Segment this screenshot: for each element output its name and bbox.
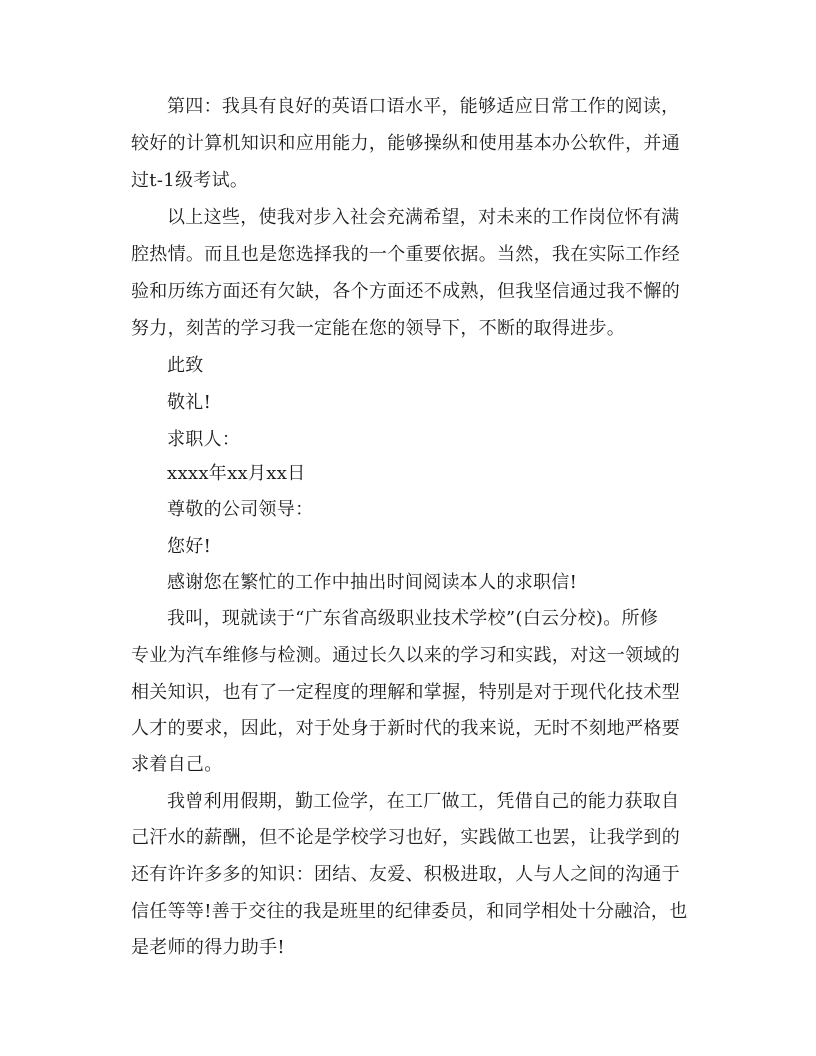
text-line: 以上这些，使我对步入社会充满希望，对未来的工作岗位怀有满 [167,207,680,228]
text-line: xxxx年xx月xx日 [167,463,306,484]
text-line: 求职人： [167,429,241,450]
text-line: 感谢您在繁忙的工作中抽出时间阅读本人的求职信! [167,572,578,593]
text-line: 过t-1级考试。 [131,170,249,191]
text-line: 还有许许多多的知识：团结、友爱、积极进取，人与人之间的沟通于 [131,864,680,885]
text-line: 我叫，现就读于“广东省高级职业技术学校”(白云分校)。所修 [167,608,659,629]
text-line: 专业为汽车维修与检测。通过长久以来的学习和实践，对这一领域的 [131,645,680,666]
text-line: 此致 [167,355,204,376]
text-line: 您好! [167,536,212,557]
text-line: 验和历练方面还有欠缺，各个方面还不成熟，但我坚信通过我不懈的 [131,281,680,302]
text-line: 相关知识，也有了一定程度的理解和掌握，特别是对于现代化技术型 [131,682,680,703]
text-line: 较好的计算机知识和应用能力，能够操纵和使用基本办公软件，并通 [131,133,680,154]
text-line: 我曾利用假期，勤工俭学，在工厂做工，凭借自己的能力获取自 [167,791,680,812]
text-line: 第四：我具有良好的英语口语水平，能够适应日常工作的阅读， [167,96,680,117]
text-line: 腔热情。而且也是您选择我的一个重要依据。当然，我在实际工作经 [131,244,680,265]
text-line: 信任等等!善于交往的我是班里的纪律委员，和同学相处十分融洽，也 [131,901,688,922]
text-line: 人才的要求，因此，对于处身于新时代的我来说，无时不刻地严格要 [131,718,680,739]
text-line: 敬礼! [167,392,212,413]
text-line: 己汗水的薪酬，但不论是学校学习也好，实践做工也罢，让我学到的 [131,827,680,848]
text-line: 是老师的得力助手! [131,937,285,958]
text-line: 尊敬的公司领导： [167,499,314,520]
text-line: 求着自己。 [131,754,223,775]
text-line: 努力，刻苦的学习我一定能在您的领导下，不断的取得进步。 [131,318,626,339]
